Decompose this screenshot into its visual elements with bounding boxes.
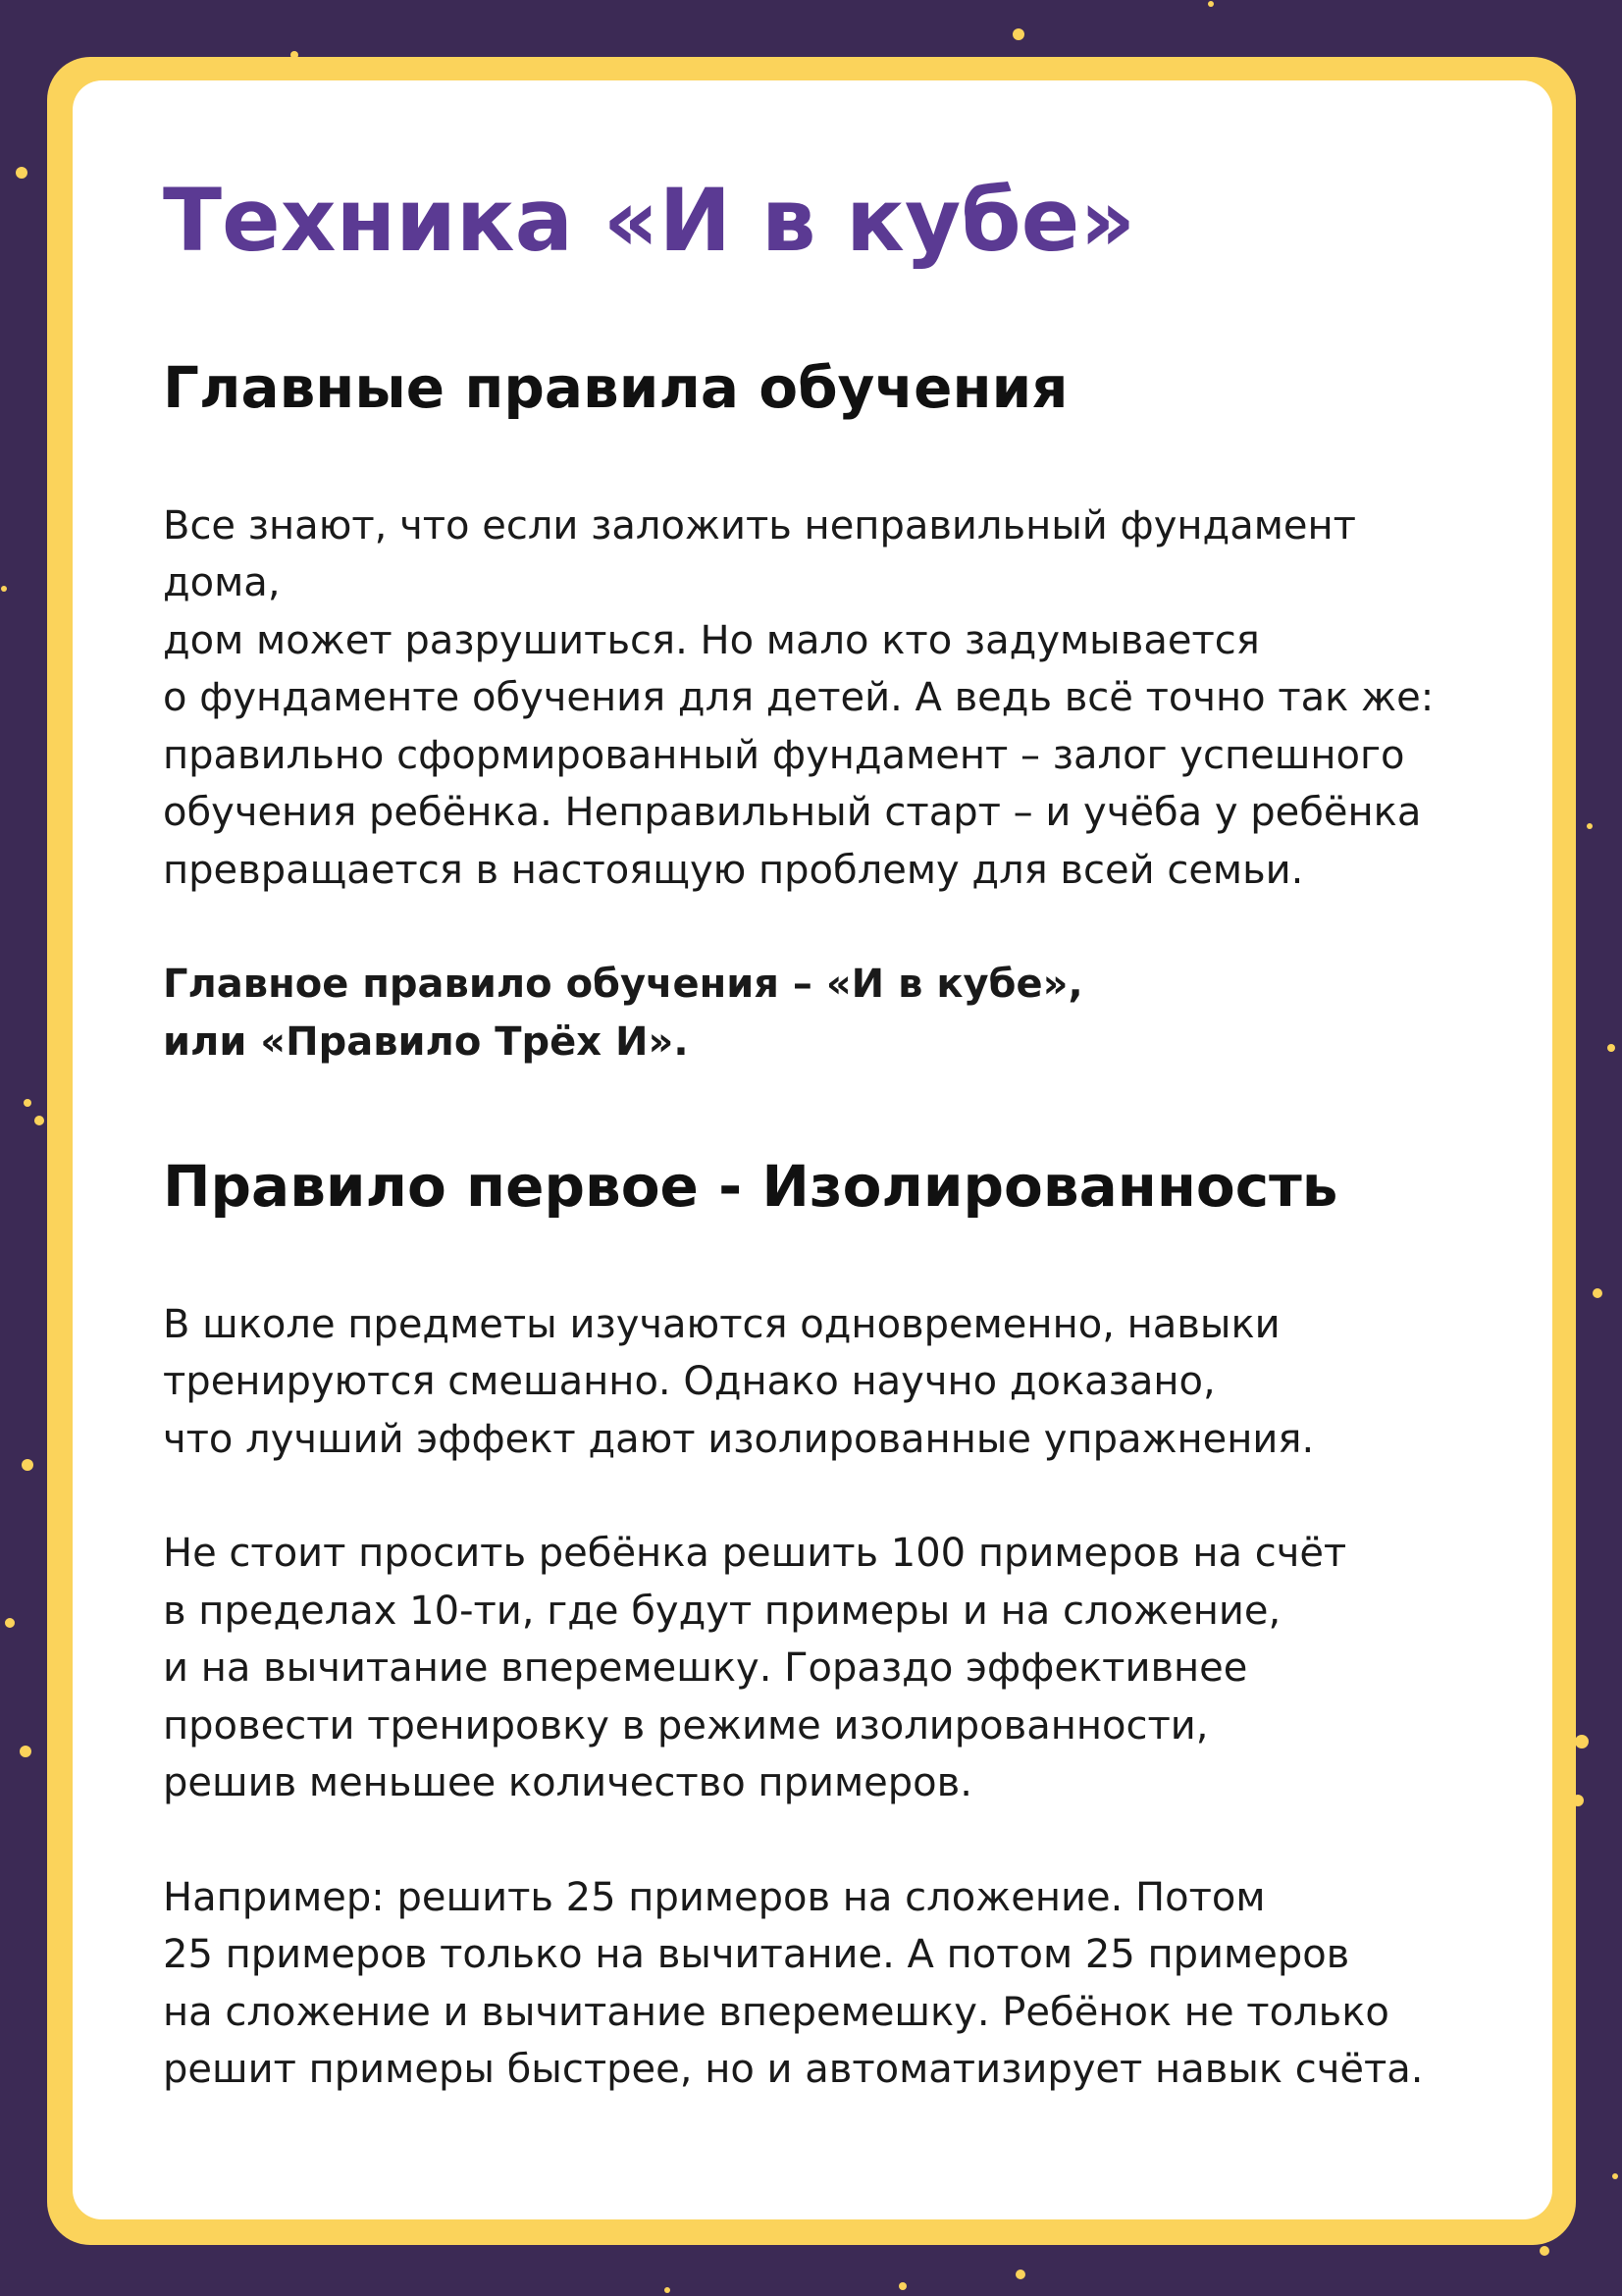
isolation-paragraph-2: Не стоит просить ребёнка решить 100 примеров на счёт в пределах 10-ти, где будут примеры и на сложение, и на вычитание вперемешку. Гораздо эффективнее провести тренировку в режиме изолированности, решив меньшее количество примеров. [163,1531,1347,1806]
section-heading-main-rules: Главные правила обучения [163,354,1069,422]
content-card [73,80,1552,2219]
main-rule-highlight: Главное правило обучения – «И в кубе», или «Правило Трёх И». [163,962,1083,1065]
isolation-paragraph-3: Например: решить 25 примеров на сложение. Потом 25 примеров только на вычитание. А потом 25 примеров на сложение и вычитание вперемешку. Ребёнок не только решит примеры быстрее, но и автоматизирует навык счёта. [163,1874,1424,2093]
intro-paragraph: Все знают, что если заложить неправильный фундамент дома, дом может разрушиться. Но мало кто задумывается о фундаменте обучения для детей. А ведь всё точно так же: правильно сформированный фундамент – залог успешного обучения ребёнка. Неправильный старт – и учёба у ребёнка превращается в настоящую проблему для всей семьи. [163,502,1435,893]
page-title: Техника «И в кубе» [163,170,1136,271]
document-content [163,171,1478,2099]
section-heading-isolation-rule: Правило первое - Изолированность [163,1153,1338,1221]
isolation-paragraph-1: В школе предметы изучаются одновременно, навыки тренируются смешанно. Однако научно доказано, что лучший эффект дают изолированные упражнения. [163,1301,1315,1462]
